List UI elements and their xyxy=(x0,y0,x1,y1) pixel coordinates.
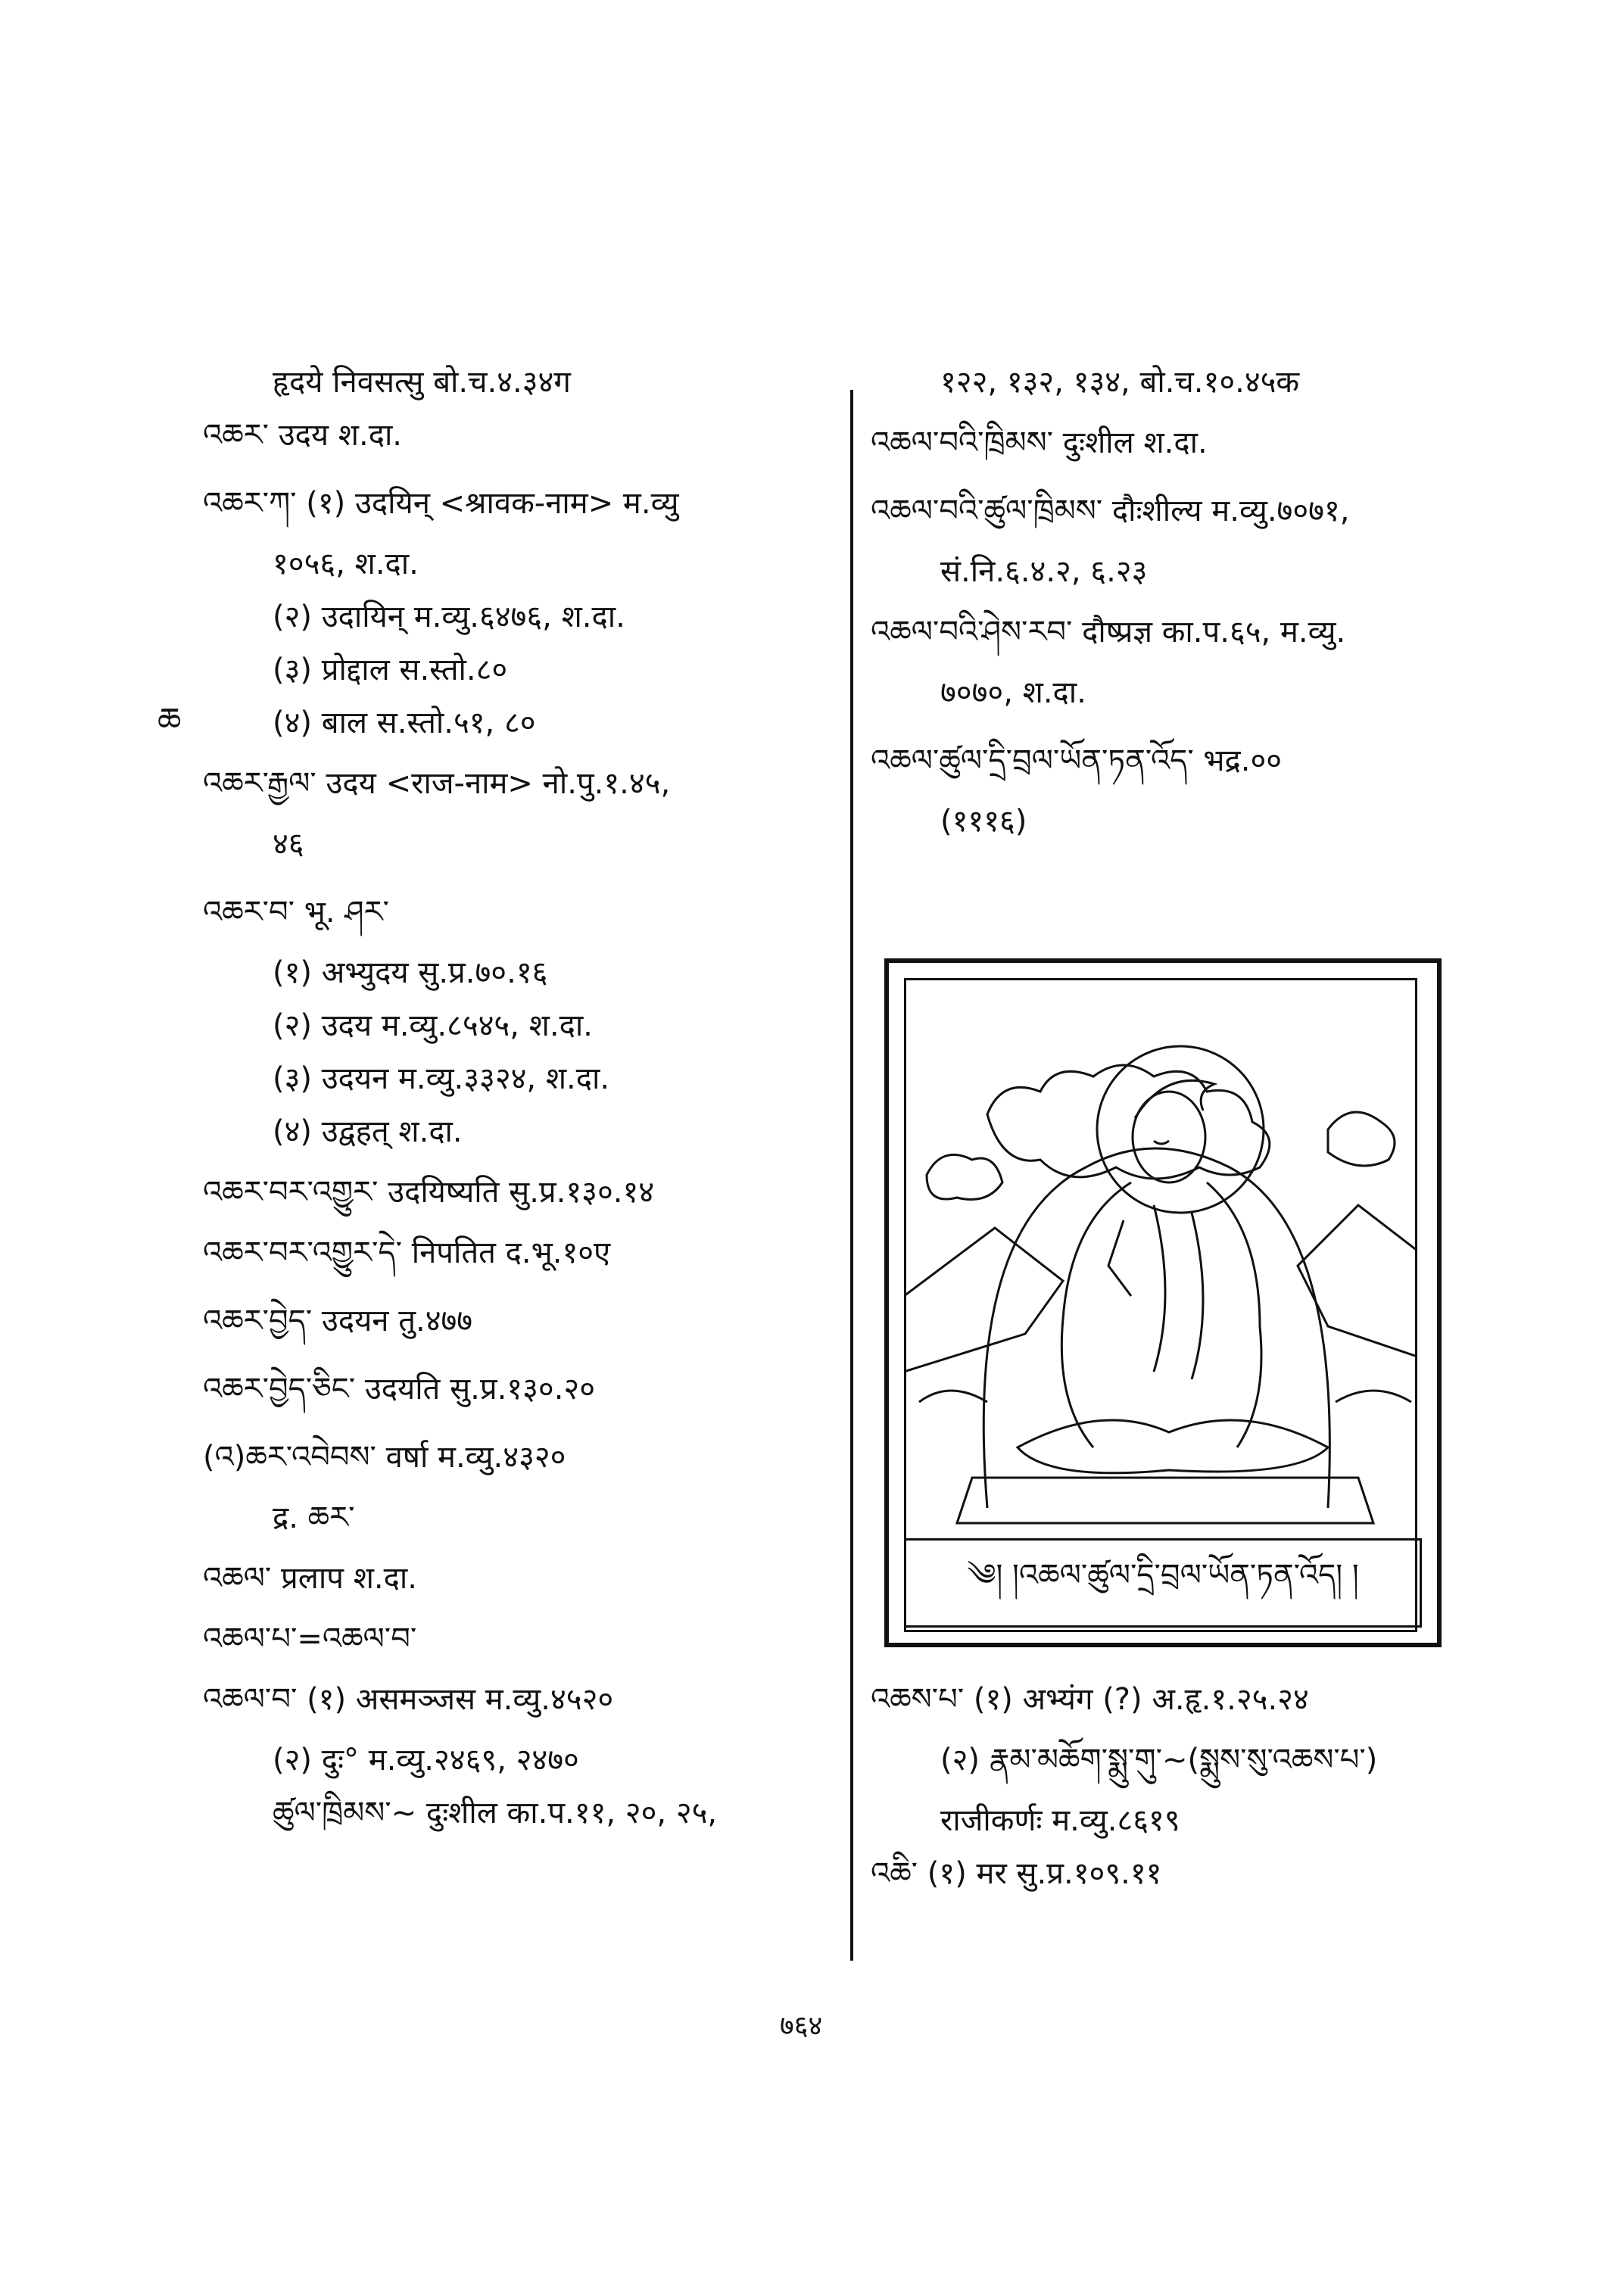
dictionary-entry: १२२, १३२, १३४, बो.च.१०.४५क xyxy=(940,365,1300,400)
dictionary-entry: सं.नि.६.४.२, ६.२३ xyxy=(940,554,1148,589)
dictionary-entry: द्र. ཆར་ xyxy=(273,1500,355,1535)
cloud-left xyxy=(927,1154,1002,1199)
mandorla xyxy=(983,1148,1329,1508)
dictionary-entry: འཆལ་བའི་ཁྲིམས་ दुःशील श.दा. xyxy=(871,425,1208,460)
dictionary-entry: འཆལ་བའི་ཤེས་རབ་ दौष्प्रज्ञ का.प.६५, म.व्यु. xyxy=(871,615,1346,650)
dictionary-entry: ४६ xyxy=(273,827,304,861)
dictionary-entry: राजीकर्णः म.व्यु.८६१९ xyxy=(940,1803,1180,1838)
dictionary-entry: འཆར་བྱེད་ उदयन तु.४७७ xyxy=(203,1304,473,1338)
dictionary-entry: ཚུལ་ཁྲིམས་~ दुःशील का.प.११, २०, २५, xyxy=(273,1796,718,1830)
dictionary-entry: འཆལ་བའི་ཚུལ་ཁྲིམས་ दौःशील्य म.व्यु.७०७१, xyxy=(871,494,1350,528)
dictionary-entry: हृदये निवसत्सु बो.च.४.३४ग xyxy=(273,365,571,400)
dictionary-entry: (२) उदायिन् म.व्यु.६४७६, श.दा. xyxy=(273,600,625,634)
dictionary-entry: འཆར་རྒྱལ་ उदय <राज-नाम> नो.पु.१.४५, xyxy=(203,766,671,801)
raised-hand xyxy=(1108,1220,1131,1296)
dictionary-entry: (२) རྣམ་མཆོག་སྨུ་གུ་~(སྨུས་སུ་འཆས་པ་) xyxy=(940,1743,1378,1777)
robe-fold-1 xyxy=(1154,1205,1165,1372)
throne-cushion xyxy=(957,1478,1373,1523)
dictionary-entry: (३) प्रोद्दाल स.स्तो.८० xyxy=(273,653,508,687)
left-mountain xyxy=(904,1228,1063,1372)
dictionary-entry: འཆར་བྱེད་ཅིང་ उदयति सु.प्र.१३०.२० xyxy=(203,1372,596,1407)
cloud-right xyxy=(1328,1112,1395,1166)
dictionary-entry: (४) बाल स.स्तो.५१, ८० xyxy=(273,706,536,740)
dictionary-entry: (འ)ཆར་འབེབས་ वर्षा म.व्यु.४३२० xyxy=(203,1440,566,1475)
dictionary-entry: ७०७०, श.दा. xyxy=(940,675,1086,710)
dictionary-entry: (२) दुः° म.व्यु.२४६९, २४७० xyxy=(273,1743,579,1777)
crossed-legs xyxy=(1018,1420,1328,1473)
dictionary-entry: (४) उद्वहत् श.दा. xyxy=(273,1114,463,1149)
right-mountain xyxy=(1298,1205,1417,1357)
robe-left xyxy=(1061,1182,1131,1447)
robe-right xyxy=(1207,1182,1261,1447)
dictionary-entry: འཆར་བར་འགྱུར་དེ་ निपतित द.भू.१०ए xyxy=(203,1235,611,1270)
dictionary-entry: (३) उदयन म.व्यु.३३२४, श.दा. xyxy=(273,1061,610,1096)
dictionary-entry: འཆལ་པ་=འཆལ་བ་ xyxy=(203,1622,417,1656)
ground-line-right xyxy=(1336,1391,1411,1402)
ground-line-left xyxy=(919,1391,987,1402)
cloud-top xyxy=(987,1065,1270,1179)
thangka-illustration xyxy=(884,958,1442,1647)
robe-fold-2 xyxy=(1192,1213,1203,1379)
column-divider xyxy=(850,390,853,1961)
dictionary-entry: १०५६, श.दा. xyxy=(273,547,419,581)
margin-section-mark: ཆ xyxy=(157,701,182,740)
dictionary-entry: (२) उदय म.व्यु.८५४५, श.दा. xyxy=(273,1008,593,1043)
dictionary-entry: (१) अभ्युदय सु.प्र.७०.१६ xyxy=(273,955,548,990)
dictionary-entry: འཆས་པ་ (१) अभ्यंग (?) अ.हृ.१.२५.२४ xyxy=(871,1682,1309,1717)
illustration-caption: ༄། །འཆལ་ཚུལ་དྲི་བྲལ་ཡོན་ཏན་འོད། ། xyxy=(904,1538,1422,1628)
seated-teacher-drawing xyxy=(904,978,1417,1538)
dictionary-entry: འཆར་བར་འགྱུར་ उदयिष्यति सु.प्र.१३०.१४ xyxy=(203,1175,655,1210)
page-number: ७६४ xyxy=(780,2011,823,2042)
dictionary-entry: (१११६) xyxy=(940,804,1027,839)
dictionary-entry: འཆར་ཀ་ (१) उदयिन् <श्रावक-नाम> म.व्यु xyxy=(203,486,679,521)
dictionary-entry: འཆི་ (१) मर सु.प्र.१०९.११ xyxy=(871,1856,1162,1891)
face-eye xyxy=(1154,1141,1169,1144)
dictionary-entry: འཆལ་ཚུལ་དྲི་བྲལ་ཡོན་ཏན་འོད་ भद्र.०० xyxy=(871,743,1283,778)
dictionary-entry: འཆར་བ་ भू. ཤར་ xyxy=(203,895,389,930)
dictionary-entry: འཆལ་བ་ (१) असमञ्जस म.व्यु.४५२० xyxy=(203,1682,614,1717)
dictionary-entry: འཆལ་ प्रलाप श.दा. xyxy=(203,1561,417,1596)
dictionary-entry: འཆར་ उदय श.दा. xyxy=(203,418,403,453)
